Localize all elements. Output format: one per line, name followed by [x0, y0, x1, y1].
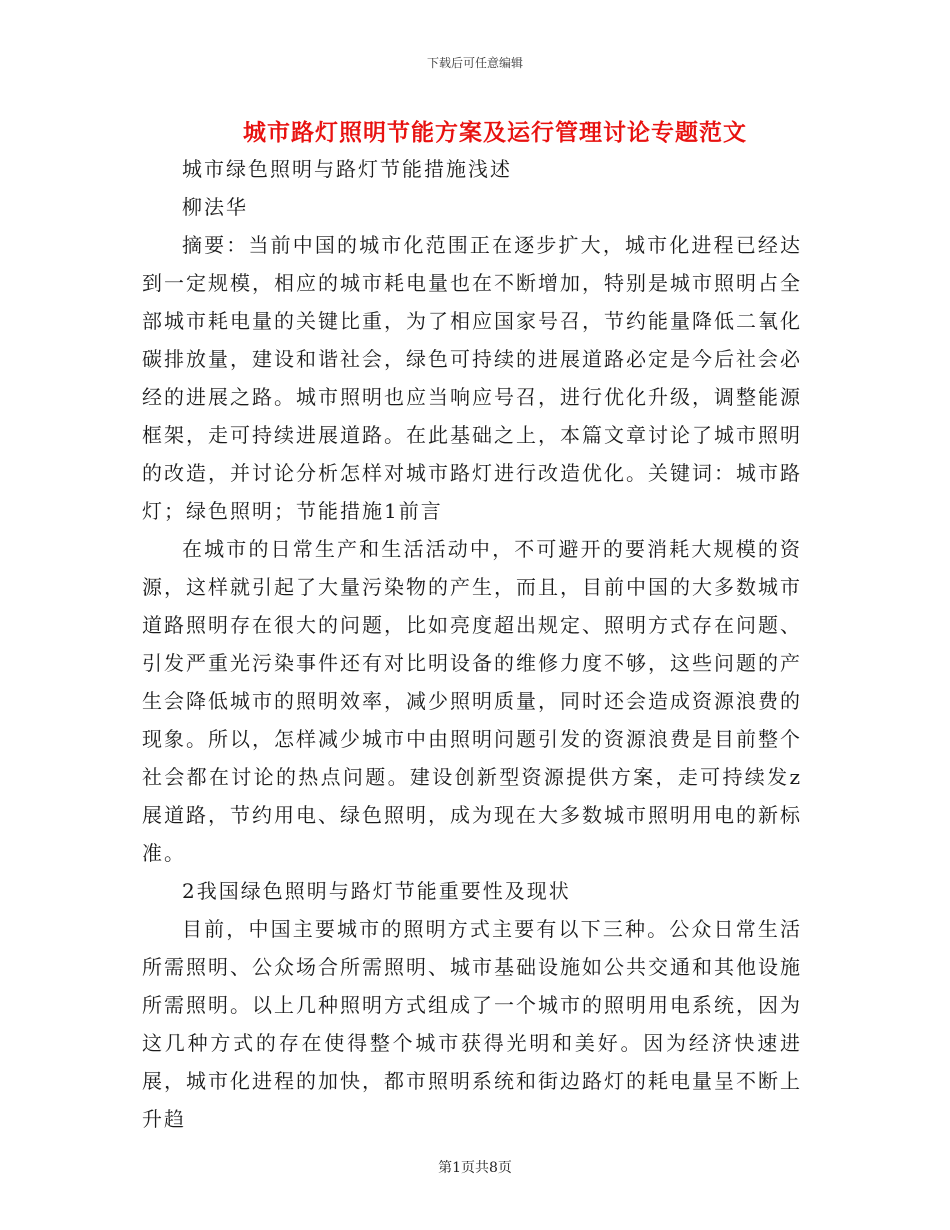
author-name: 柳法华 [182, 195, 248, 219]
body-paragraph: 在城市的日常生产和生活活动中，不可避开的要消耗大规模的资源，这样就引起了大量污染物的产生，而且，目前中国的大多数城市道路照明存在很大的问题，比如亮度超出规定、照明方式存在问题、引发严重光污染事件还有对比明设备的维修力度不够，这些问题的产生会降低城市的照明效率，减少照明质量，同时还会造成资源浪费的现象。所以，怎样减少城市中由照明问题引发的资源浪费是目前整个社会都在讨论的热点问题。建设创新型资源提供方案，走可持续发z展道路，节约用电、绿色照明，成为现在大多数城市照明用电的新标准。 [142, 537, 802, 865]
section-heading: 2我国绿色照明与路灯节能重要性及现状 [182, 879, 571, 903]
page-number: 第1页共8页 [438, 1160, 512, 1176]
document-body [142, 150, 802, 1138]
body-paragraph: 目前，中国主要城市的照明方式主要有以下三种。公众日常生活所需照明、公众场合所需照明、城市基础设施如公共交通和其他设施所需照明。以上几种照明方式组成了一个城市的照明用电系统，因为这几种方式的存在使得整个城市获得光明和美好。因为经济快速进展，城市化进程的加快，都市照明系统和街边路灯的耗电量呈不断上升趋 [142, 917, 802, 1131]
page-header-note: 下载后可任意编辑 [426, 56, 523, 70]
abstract-paragraph: 摘要：当前中国的城市化范围正在逐步扩大，城市化进程已经达到一定规模，相应的城市耗电量也在不断增加，特别是城市照明占全部城市耗电量的关键比重，为了相应国家号召，节约能量降低二氧化碳排放量，建设和谐社会，绿色可持续的进展道路必定是今后社会必经的进展之路。城市照明也应当响应号召，进行优化升级，调整能源框架，走可持续进展道路。在此基础之上，本篇文章讨论了城市照明的改造，并讨论分析怎样对城市路灯进行改造优化。关键词：城市路灯；绿色照明；节能措施1前言 [142, 233, 802, 523]
section-heading: 城市绿色照明与路灯节能措施浅述 [182, 157, 512, 181]
document-title: 城市路灯照明节能方案及运行管理讨论专题范文 [243, 119, 747, 146]
